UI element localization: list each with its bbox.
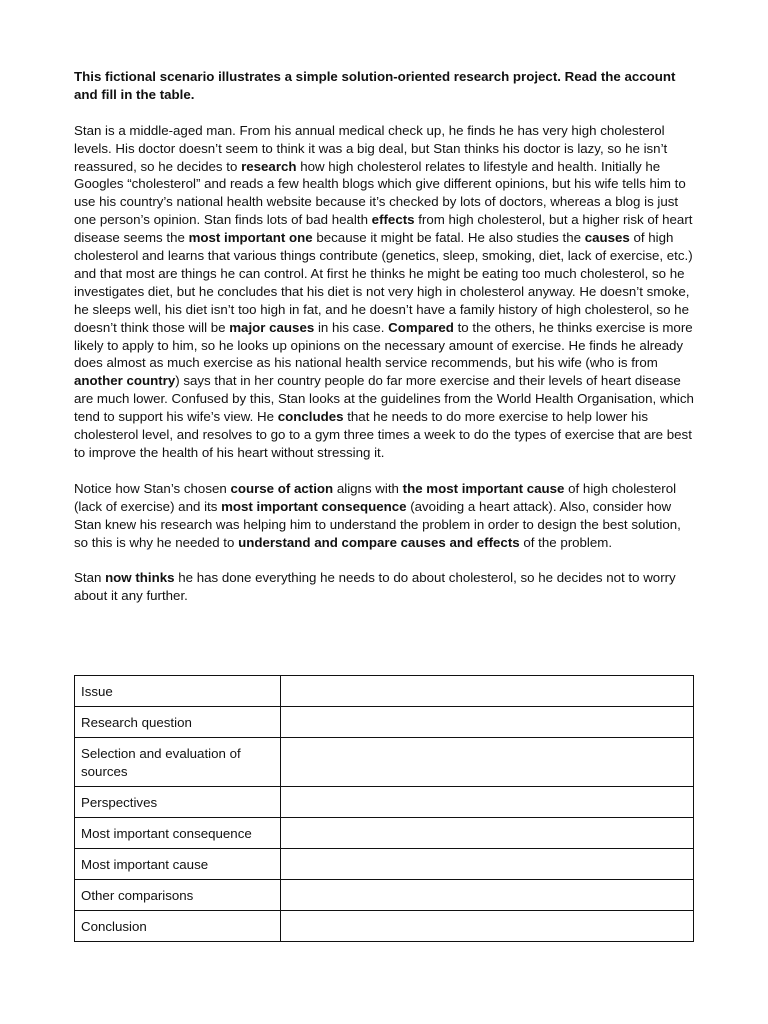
- research-table: [74, 675, 694, 942]
- text-run: because it might be fatal. He also studies the: [312, 230, 585, 246]
- text-run: Notice how Stan’s chosen: [74, 480, 231, 496]
- bold-phrase: the most important cause: [402, 480, 565, 496]
- text-run: of high cholesterol and learns that various things contribute (genetics, sleep, smoking, diet, lack of exercise, etc.) and that most are things he can control. At first he thinks he might be eating too much cholesterol, so he investigates diet, but he concludes that his diet is not very high in cholesterol anyway. He doesn’t smoke, he sleeps well, his diet isn’t too high in fat, and he doesn’t have a family history of high cholesterol, so he doesn’t think those will be: [74, 230, 693, 335]
- row-label-research-question: Research question: [75, 707, 281, 738]
- text-run: aligns with: [333, 480, 403, 496]
- instructions: This fictional scenario illustrates a simple solution-oriented research project. Read the account and fill in the table.: [74, 69, 676, 102]
- bold-phrase: causes: [584, 230, 630, 246]
- text-run: of the problem.: [519, 534, 613, 550]
- bold-phrase: major causes: [229, 319, 315, 335]
- table-row: [75, 818, 694, 849]
- answer-cell-comparisons[interactable]: [280, 880, 693, 911]
- table-row: [75, 738, 694, 787]
- text-run: in his case.: [314, 319, 389, 335]
- bold-phrase: effects: [371, 212, 415, 228]
- text-run: from high cholesterol, but a higher risk of heart disease seems the: [74, 212, 693, 246]
- answer-cell-sources[interactable]: [280, 738, 693, 787]
- table-row: [75, 707, 694, 738]
- answer-cell-issue[interactable]: [280, 676, 693, 707]
- bold-phrase: understand and compare causes and effects: [238, 534, 520, 550]
- bold-phrase: Compared: [388, 319, 454, 335]
- row-label-sources: Selection and evaluation of sources: [75, 738, 281, 787]
- table-row: [75, 676, 694, 707]
- row-label-cause: Most important cause: [75, 849, 281, 880]
- text-run: how high cholesterol relates to lifestyle and health. Initially he Googles “cholesterol” and reads a few health blogs which give different opinions, but his wife tells him to use his country’s national health website because it’s checked by lots of doctors, whereas a blog is just one person’s opinion. Stan finds lots of bad health: [74, 158, 686, 228]
- bold-phrase: now thinks: [105, 570, 175, 586]
- conclusion-paragraph: [74, 569, 696, 605]
- text-run: to the others, he thinks exercise is more likely to apply to him, so he looks up opinions on the necessary amount of exercise. He finds he already does almost as much exercise as his national health service recommends, but his wife (who is from: [74, 319, 693, 371]
- row-label-perspectives: Perspectives: [75, 787, 281, 818]
- bold-phrase: most important consequence: [221, 498, 407, 514]
- text-run: ) says that in her country people do far more exercise and their levels of heart disease are much lower. Confused by this, Stan looks at the guidelines from the World Health Organisation, which tend to support his wife’s view. He: [74, 373, 694, 425]
- row-label-conclusion: Conclusion: [75, 911, 281, 942]
- row-label-comparisons: Other comparisons: [75, 880, 281, 911]
- text-run: of high cholesterol (lack of exercise) and its: [74, 480, 677, 514]
- bold-phrase: concludes: [277, 409, 344, 425]
- table-row: [75, 787, 694, 818]
- text-run: he has done everything he needs to do about cholesterol, so he decides not to worry about it any further.: [74, 570, 676, 604]
- bold-phrase: research: [241, 158, 297, 174]
- table-row: [75, 880, 694, 911]
- text-run: (avoiding a heart attack). Also, consider how Stan knew his research was helping him to understand the problem in order to design the best solution, so this is why he needed to: [74, 498, 681, 550]
- bold-phrase: course of action: [230, 480, 334, 496]
- answer-cell-perspectives[interactable]: [280, 787, 693, 818]
- text-run: Stan is a middle-aged man. From his annual medical check up, he finds he has very high cholesterol levels. His doctor doesn’t seem to think it was a big deal, but Stan thinks his doctor is lazy, so he isn’t reassured, so he decides to: [74, 122, 668, 174]
- bold-phrase: another country: [74, 373, 176, 389]
- answer-cell-conclusion[interactable]: [280, 911, 693, 942]
- answer-cell-cause[interactable]: [280, 849, 693, 880]
- story-paragraph: [74, 122, 696, 462]
- notice-paragraph: [74, 480, 696, 552]
- text-run: that he needs to do more exercise to help lower his cholesterol level, and resolves to go to a gym three times a week to do the types of exercise that are best to improve the health of his heart without stressing it.: [74, 409, 692, 461]
- table-row: [75, 849, 694, 880]
- table-row: [75, 911, 694, 942]
- bold-phrase: most important one: [188, 230, 313, 246]
- row-label-issue: Issue: [75, 676, 281, 707]
- text-run: Stan: [74, 570, 106, 586]
- answer-cell-consequence[interactable]: [280, 818, 693, 849]
- row-label-consequence: Most important consequence: [75, 818, 281, 849]
- answer-cell-research-question[interactable]: [280, 707, 693, 738]
